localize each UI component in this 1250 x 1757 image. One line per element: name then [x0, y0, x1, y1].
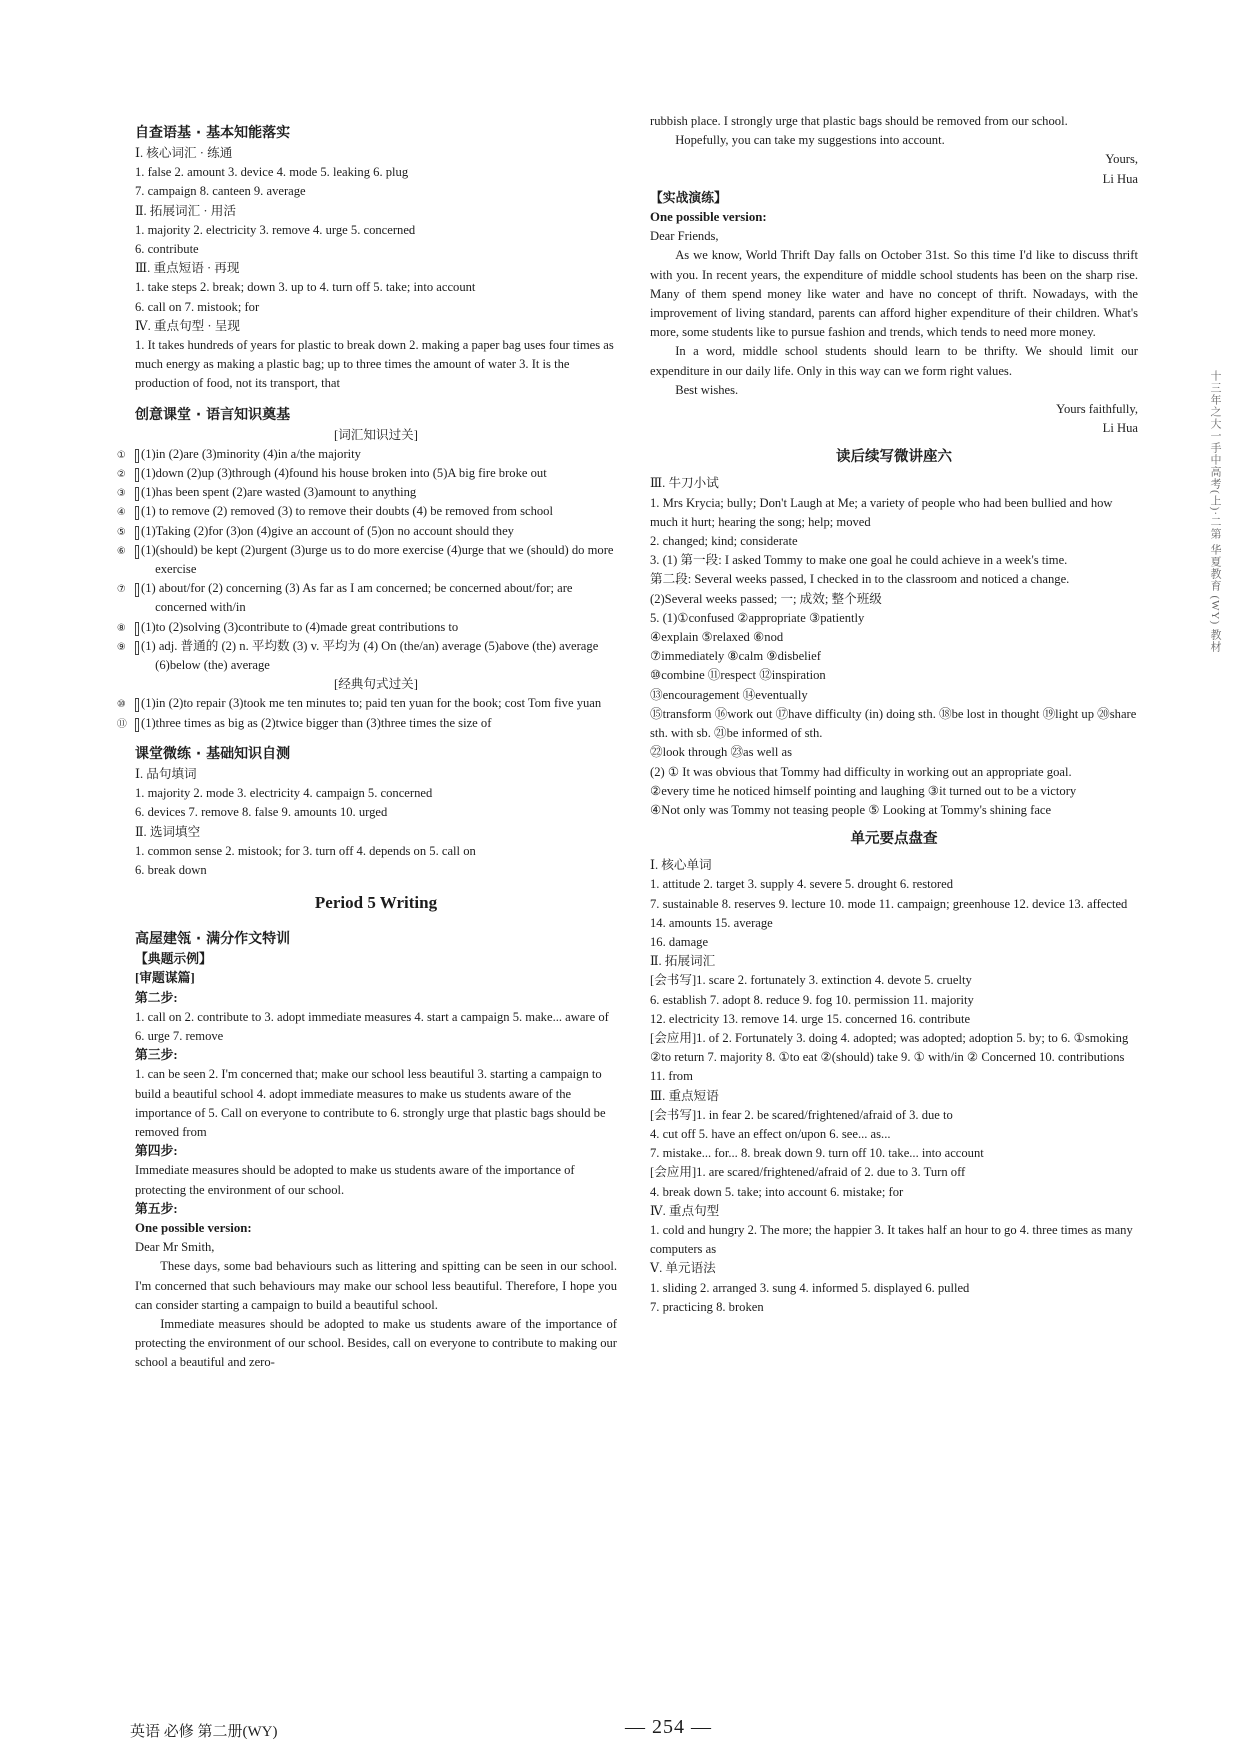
answer-line: [会书写]1. scare 2. fortunately 3. extinction 4. devote 5. cruelty	[650, 973, 972, 988]
answer-line: 6. call on 7. mistook; for	[135, 299, 260, 314]
answer-line: 6. contribute	[135, 242, 199, 257]
answer-line: ⑩combine ⑪respect ⑫inspiration	[650, 668, 826, 683]
answer-line: 12. electricity 13. remove 14. urge 15. concerned 16. contribute	[650, 1011, 971, 1026]
answer-line: 4. break down 5. take; into account 6. mistake; for	[650, 1184, 904, 1199]
paragraph: In a word, middle school students should learn to be thrifty. We should limit our expenditure in our daily life. Only in this way can we form right values.	[650, 344, 1138, 378]
answer-line: ㉒look through ㉓as well as	[650, 745, 793, 760]
answer-line: Ⅲ. 牛刀小试	[650, 476, 719, 491]
numbered-answer	[116, 522, 617, 541]
numbered-answer	[116, 502, 617, 521]
salutation: Dear Friends,	[650, 229, 719, 244]
answer-line: Ⅰ. 品句填词	[135, 766, 197, 781]
answer-line: 7. sustainable 8. reserves 9. lecture 10. mode 11. campaign; greenhouse 12. device 13. affected 14. amounts 15. average	[650, 896, 1128, 930]
signature-line: Yours faithfully,	[1056, 402, 1138, 417]
answer-line: Ⅳ. 重点句型	[650, 1203, 720, 1218]
paragraph: As we know, World Thrift Day falls on October 31st. So this time I'd like to discuss thrift with you. In recent years, the expenditure of middle school students has been on the sharp rise. Many of them spend money like water and have no concept of thrift. Nowadays, with the improvement of living standard, parents can afford higher expenditure of their children. What's more, some students like to pursue fashion and trends, which tends to need more money.	[650, 248, 1138, 340]
centered-heading: 单元要点盘查	[850, 831, 938, 848]
answer-line: [会书写]1. in fear 2. be scared/frightened/afraid of 3. due to	[650, 1107, 953, 1122]
signature-line: Yours,	[1105, 152, 1138, 167]
answer-line: Ⅲ. 重点短语 · 再现	[135, 261, 240, 276]
answer-text: (1) adj. 普通的 (2) n. 平均数 (3) v. 平均为 (4) On (the/an) average (5)above (the) average (6)below (the) average	[141, 638, 599, 673]
sub-label: One possible version:	[650, 210, 767, 225]
numbered-answer	[116, 618, 617, 637]
paragraph: Hopefully, you can take my suggestions into account.	[675, 133, 945, 148]
numbered-answer	[116, 637, 617, 675]
period-title: Period 5 Writing	[314, 893, 438, 913]
answer-line: Ⅱ. 拓展词汇 · 用活	[135, 203, 236, 218]
answer-line: 3. (1) 第一段: I asked Tommy to make one goal he could achieve in a week's time.	[650, 553, 1068, 568]
sub-label: 【典题示例】	[135, 952, 212, 967]
answer-text: (1)(should) be kept (2)urgent (3)urge us to do more exercise (4)urge that we (should) do more exercise	[141, 542, 614, 577]
answer-line: Ⅱ. 拓展词汇	[650, 954, 716, 969]
item-number-badge: ⑧	[135, 622, 139, 636]
item-number-badge: ③	[135, 487, 139, 501]
answer-line: [会应用]1. of 2. Fortunately 3. doing 4. adopted; was adopted; adoption 5. by; to 6. ①smoking ②to return 7. majority 8. ①to eat ②(should) take 9. ① with/in ② Concerned 10. contributions	[650, 1030, 1129, 1065]
answer-line: 7. practicing 8. broken	[650, 1299, 764, 1314]
answer-line: Ⅴ. 单元语法	[650, 1261, 716, 1276]
numbered-answer	[116, 714, 617, 733]
answer-line: (2)Several weeks passed; 一; 成效; 整个班级	[650, 591, 882, 606]
section-heading: 创意课堂 · 语言知识奠基	[135, 406, 291, 423]
sub-label: 第三步:	[135, 1048, 178, 1063]
item-number-badge: ⑩	[135, 698, 139, 712]
answer-line: 1. false 2. amount 3. device 4. mode 5. leaking 6. plug	[135, 165, 409, 180]
answer-line: Ⅳ. 重点句型 · 呈现	[135, 318, 240, 333]
sub-label: 第二步:	[135, 990, 178, 1005]
section-heading: 课堂微练 · 基础知识自测	[135, 745, 291, 762]
section-heading: 高屋建瓴 · 满分作文特训	[135, 931, 291, 948]
answer-line: 16. damage	[650, 934, 709, 949]
answer-line: Dear Mr Smith,	[135, 1240, 215, 1255]
sub-label: [审题谋篇]	[135, 971, 195, 986]
paragraph: Immediate measures should be adopted to make us students aware of the importance of protecting the environment of our school. Besides, call on everyone to contribute to making our school a beautiful and zero-	[135, 1316, 617, 1370]
numbered-answer	[116, 483, 617, 502]
right-column	[650, 112, 1138, 1317]
numbered-answer	[116, 464, 617, 483]
answer-line: 1. attitude 2. target 3. supply 4. severe 5. drought 6. restored	[650, 877, 954, 892]
answer-line: 5. (1)①confused ②appropriate ③patiently	[650, 610, 865, 625]
footer-subject: 英语 必修 第二册(WY)	[130, 1724, 278, 1740]
answer-line: ⑦immediately ⑧calm ⑨disbelief	[650, 649, 821, 664]
answer-line: 1. call on 2. contribute to 3. adopt immediate measures 4. start a campaign 5. make... aware of 6. urge 7. remove	[135, 1009, 609, 1043]
item-number-badge: ⑪	[135, 718, 139, 732]
answer-line: ④Not only was Tommy not teasing people ⑤ Looking at Tommy's shining face	[650, 802, 1052, 817]
numbered-answer	[116, 579, 617, 617]
answer-line: 1. majority 2. electricity 3. remove 4. urge 5. concerned	[135, 222, 416, 237]
page-footer	[130, 1716, 1130, 1744]
answer-text: (1)to (2)solving (3)contribute to (4)made great contributions to	[141, 619, 459, 634]
answer-line: 1. It takes hundreds of years for plastic to break down 2. making a paper bag uses four times as much energy as making a plastic bag; up to three times the amount of water 3. It is the production of food, not its transport, that	[135, 338, 614, 391]
section-heading: 自查语基 · 基本知能落实	[135, 125, 291, 141]
left-column	[116, 112, 617, 1373]
answer-line: ④explain ⑤relaxed ⑥nod	[650, 630, 784, 645]
answer-line: Ⅰ. 核心单词	[650, 858, 712, 873]
item-number-badge: ⑨	[135, 641, 139, 655]
answer-text: (1)Taking (2)for (3)on (4)give an account of (5)on no account should they	[141, 523, 514, 538]
answer-line: Ⅲ. 重点短语	[650, 1088, 719, 1103]
answer-line: ⑮transform ⑯work out ⑰have difficulty (in) doing sth. ⑱be lost in thought ⑲light up ⑳share sth. with sb. ㉑be informed of sth.	[650, 706, 1137, 741]
answer-line: 6. devices 7. remove 8. false 9. amounts 10. urged	[135, 805, 388, 820]
answer-text: (1)has been spent (2)are wasted (3)amount to anything	[141, 485, 417, 500]
sub-label: 【实战演练】	[650, 190, 727, 205]
numbered-answer	[116, 445, 617, 464]
answer-line: 1. cold and hungry 2. The more; the happier 3. It takes half an hour to go 4. three times as many computers as	[650, 1222, 1133, 1257]
sub-label: One possible version:	[135, 1220, 252, 1235]
answer-text: (1)in (2)to repair (3)took me ten minutes to; paid ten yuan for the book; cost Tom five yuan	[141, 696, 602, 711]
answer-line: (2) ① It was obvious that Tommy had difficulty in working out an appropriate goal.	[650, 764, 1072, 779]
answer-line: 1. can be seen 2. I'm concerned that; make our school less beautiful 3. starting a campaign to build a beautiful school 4. adopt immediate measures to make us students aware of the importance of 5. Call on everyone to contribute to 6. strongly urge that plastic bags should be removed from	[135, 1067, 606, 1139]
answer-line: 7. mistake... for... 8. break down 9. turn off 10. take... into account	[650, 1146, 984, 1161]
answer-line: 6. break down	[135, 862, 207, 877]
numbered-answer	[116, 541, 617, 579]
subsection-title: [词汇知识过关]	[334, 427, 418, 442]
answer-text: (1) about/for (2) concerning (3) As far as I am concerned; be concerned about/for; are concerned with/in	[141, 581, 573, 615]
item-number-badge: ②	[135, 468, 139, 482]
subsection-title: [经典句式过关]	[334, 677, 418, 692]
answer-line: 1. take steps 2. break; down 3. up to 4. turn off 5. take; into account	[135, 280, 476, 295]
answer-line: [会应用]1. are scared/frightened/afraid of 2. due to 3. Turn off	[650, 1165, 966, 1180]
answer-line: Ⅰ. 核心词汇 · 练通	[135, 146, 233, 160]
sub-label: 第五步:	[135, 1201, 178, 1216]
answer-line: 4. cut off 5. have an effect on/upon 6. see... as...	[650, 1126, 891, 1141]
item-number-badge: ⑦	[135, 583, 139, 597]
centered-heading: 读后续写微讲座六	[836, 449, 952, 466]
answer-text: (1) to remove (2) removed (3) to remove their doubts (4) be removed from school	[141, 504, 553, 519]
answer-line: 1. majority 2. mode 3. electricity 4. campaign 5. concerned	[135, 786, 433, 801]
answer-line: 11. from	[650, 1069, 693, 1084]
item-number-badge: ⑥	[135, 545, 139, 559]
answer-line: ②every time he noticed himself pointing and laughing ③it turned out to be a victory	[650, 783, 1077, 798]
paragraph: Best wishes.	[675, 382, 739, 397]
page-number: — 254 —	[625, 1716, 712, 1738]
item-number-badge: ④	[135, 506, 139, 520]
answer-text: (1)down (2)up (3)through (4)found his house broken into (5)A big fire broke out	[141, 466, 547, 481]
answer-line: Ⅱ. 选词填空	[135, 824, 201, 839]
paragraph: These days, some bad behaviours such as littering and spitting can be seen in our school. I'm concerned that such behaviours may make our school less beautiful. Therefore, I hope you can consider starting a campaign to build a beautiful school.	[135, 1259, 617, 1312]
answer-line: 2. changed; kind; considerate	[650, 534, 798, 549]
answer-line: 第二段: Several weeks passed, I checked in to the classroom and noticed a change.	[650, 572, 1070, 587]
answer-line: 1. sliding 2. arranged 3. sung 4. informed 5. displayed 6. pulled	[650, 1280, 970, 1295]
answer-line: ⑬encouragement ⑭eventually	[650, 687, 808, 702]
numbered-answer	[116, 694, 617, 713]
sub-label: 第四步:	[135, 1144, 178, 1159]
item-number-badge: ①	[135, 449, 139, 463]
answer-line: rubbish place. I strongly urge that plastic bags should be removed from our school.	[650, 114, 1068, 128]
item-number-badge: ⑤	[135, 526, 139, 540]
signature-line: Li Hua	[1102, 171, 1138, 186]
answer-line: 7. campaign 8. canteen 9. average	[135, 184, 306, 199]
answer-text: (1)in (2)are (3)minority (4)in a/the majority	[141, 446, 361, 461]
side-margin-text: 十三年之大一手中高考(上)·二第 华夏教育 (WY) 教材	[1209, 370, 1221, 653]
answer-text: (1)three times as big as (2)twice bigger than (3)three times the size of	[141, 715, 492, 730]
answer-line: 1. Mrs Krycia; bully; Don't Laugh at Me; a variety of people who had been bullied and how much it hurt; hearing the song; help; moved	[650, 495, 1113, 529]
answer-line: 1. common sense 2. mistook; for 3. turn off 4. depends on 5. call on	[135, 843, 476, 858]
signature-line: Li Hua	[1102, 421, 1138, 436]
answer-line: 6. establish 7. adopt 8. reduce 9. fog 10. permission 11. majority	[650, 992, 974, 1007]
answer-line: Immediate measures should be adopted to make us students aware of the importance of protecting the environment of our school.	[135, 1163, 575, 1197]
